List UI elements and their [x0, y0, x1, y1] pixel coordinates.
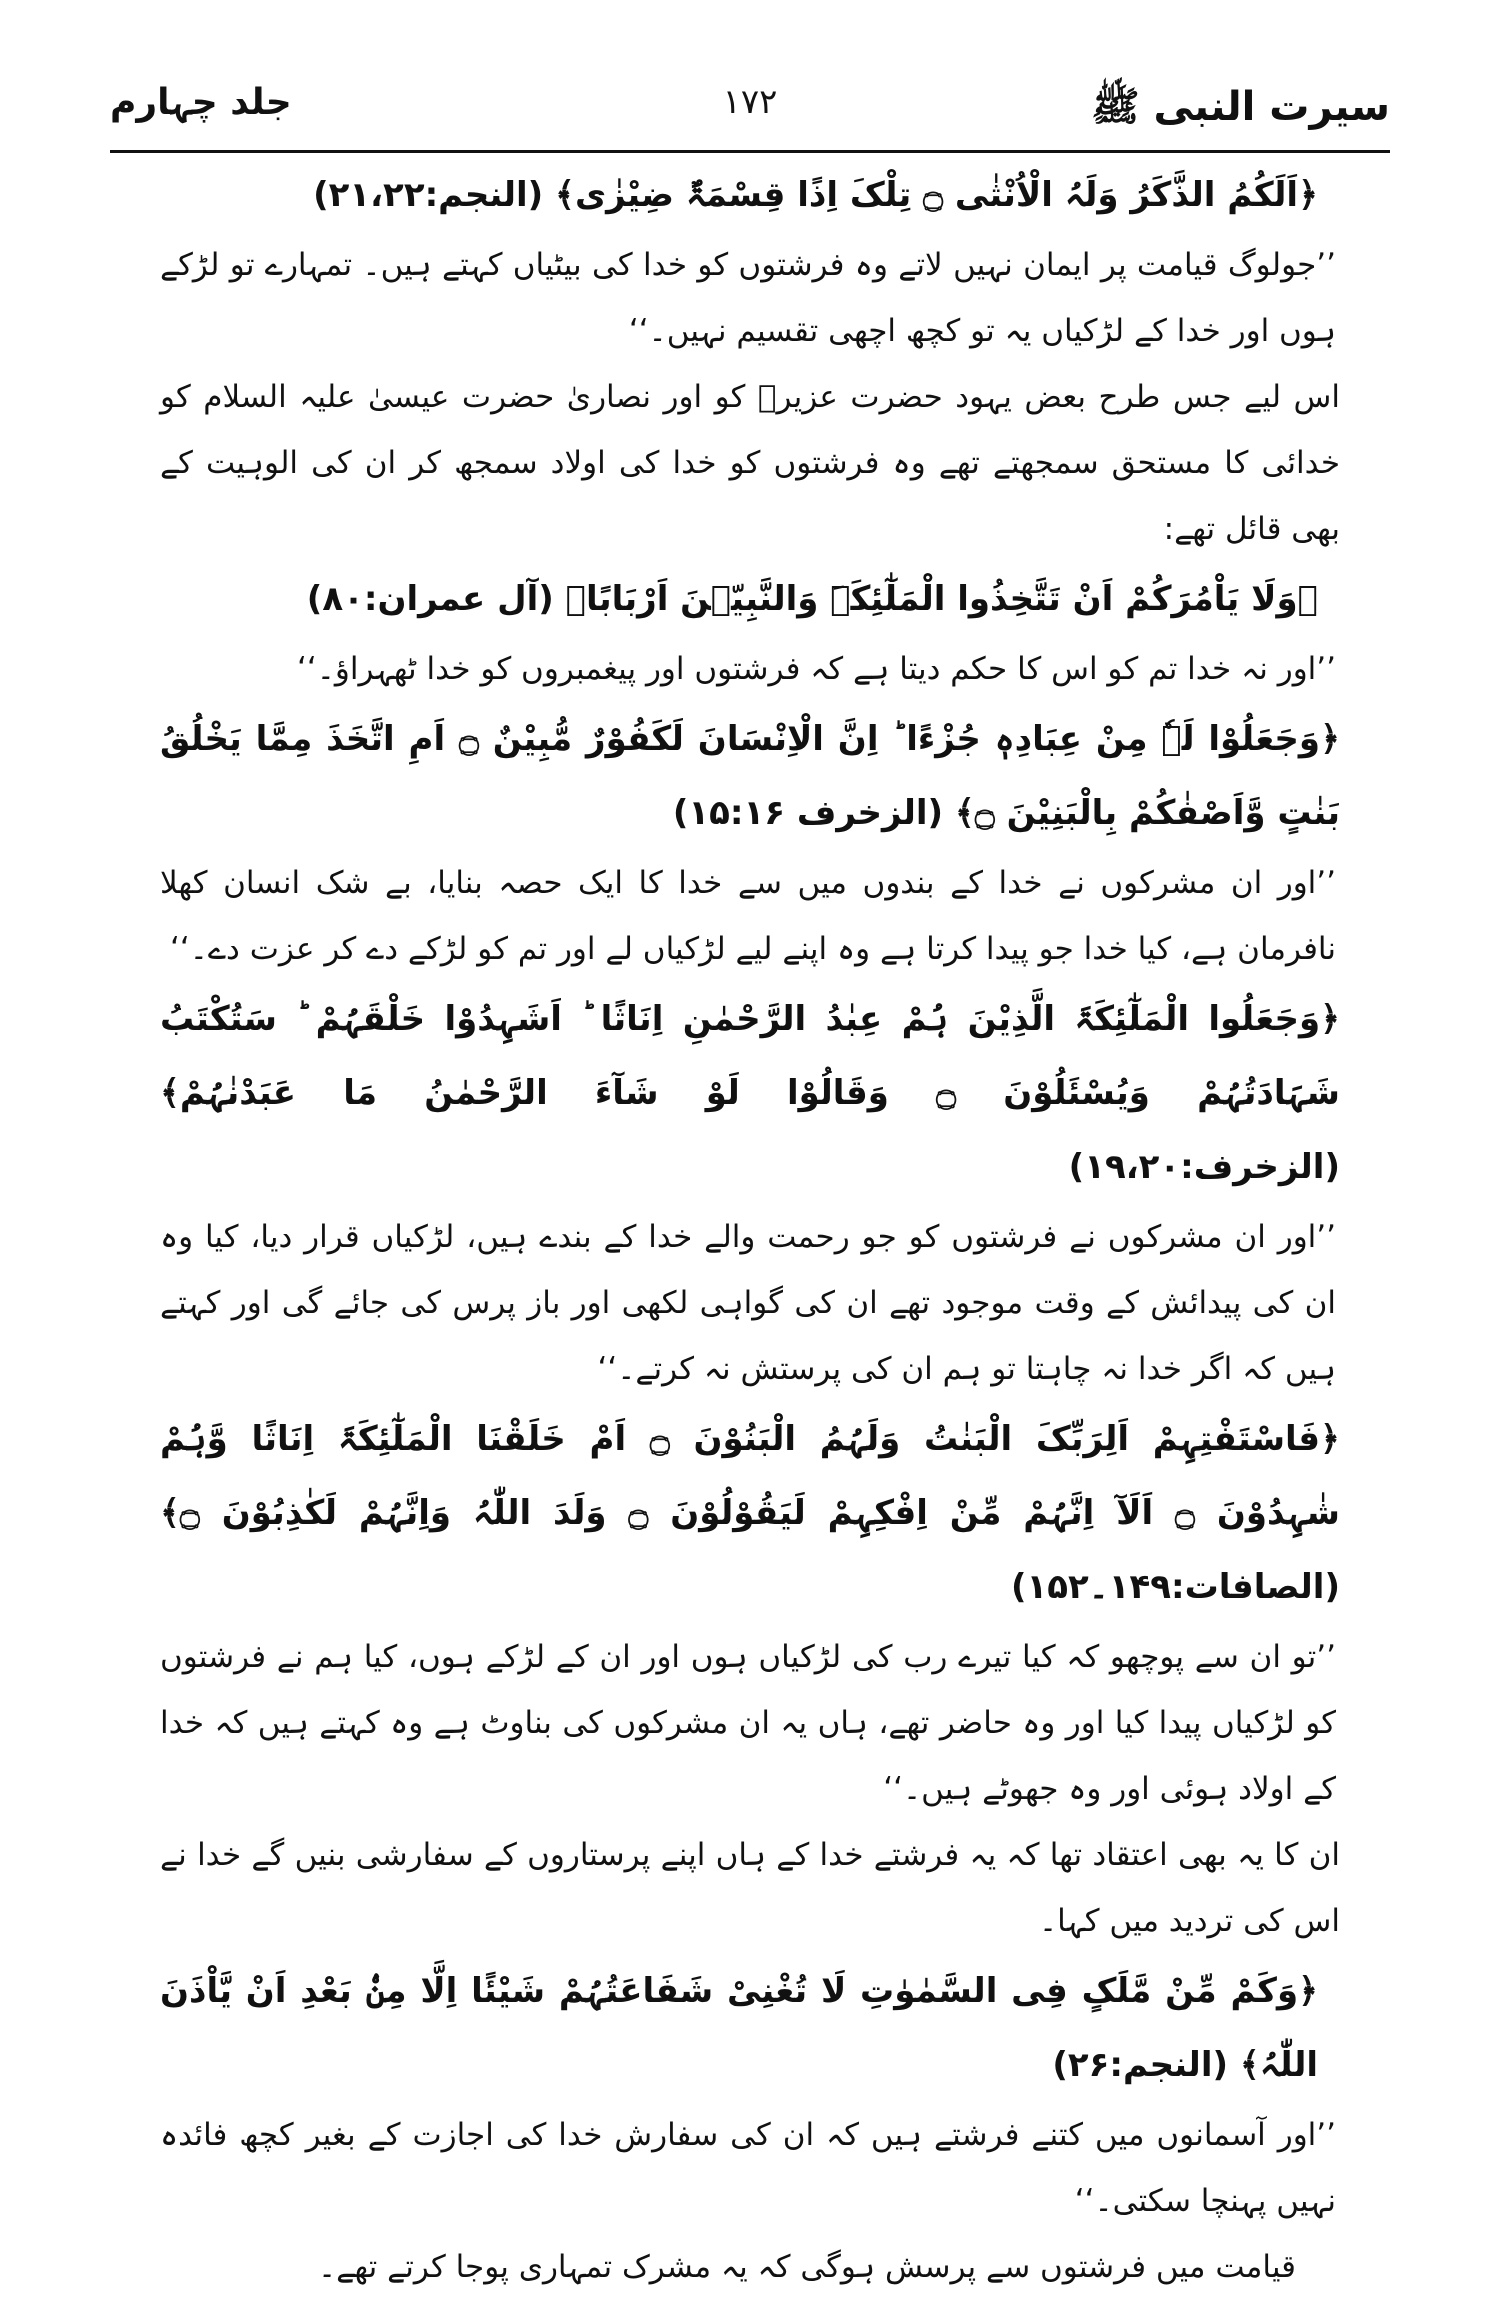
urdu-translation: ’’اور ان مشرکوں نے فرشتوں کو جو رحمت والے خدا کے بندے ہیں، لڑکیاں قرار دیا، کیا وہ ان کی پیدائش کے وقت موجود تھے ان کی گواہی لکھی اور باز پرس کی جائے گی اور کہتے ہیں کہ اگر خدا نہ چاہتا تو ہم ان کی پرستش نہ کرتے۔‘‘ [160, 1219, 1336, 1387]
page-header [110, 82, 1390, 142]
book-title: سیرت النبی ﷺ [1091, 84, 1390, 130]
volume-label: جلد چہارم [110, 82, 292, 123]
quran-verse: ﴿وَجَعَلُوْا لَہٗ مِنْ عِبَادِہٖ جُزْءًا ؕ اِنَّ الْاِنْسَانَ لَکَفُوْرٌ مُّبِیْنٌ ۝ اَمِ اتَّخَذَ مِمَّا یَخْلُقُ بَنٰتٍ وَّاَصْفٰکُمْ بِالْبَنِیْنَ ۝﴾ (الزخرف ۱۵:۱۶) [160, 719, 1340, 833]
quran-verse: ﴿اَلَکُمُ الذَّکَرُ وَلَہُ الْاُنْثٰی ۝ تِلْکَ اِذًا قِسْمَۃٌ ضِیْزٰی﴾ (النجم:۲۱،۲۲) [313, 175, 1318, 215]
page-body [160, 158, 1340, 2300]
urdu-translation: ’’اور ان مشرکوں نے خدا کے بندوں میں سے خدا کا ایک حصہ بنایا، بے شک انسان کھلا نافرمان ہے، کیا خدا جو پیدا کرتا ہے وہ اپنے لیے لڑکیاں لے اور تم کو لڑکے دے کر عزت دے۔‘‘ [160, 865, 1336, 967]
page-number: ۱۷۲ [722, 82, 778, 122]
urdu-translation: ’’اور نہ خدا تم کو اس کا حکم دیتا ہے کہ فرشتوں اور پیغمبروں کو خدا ٹھہراؤ۔‘‘ [297, 651, 1336, 687]
quran-verse: ﴿فَاسْتَفْتِہِمْ اَلِرَبِّکَ الْبَنٰتُ وَلَہُمُ الْبَنُوْنَ ۝ اَمْ خَلَقْنَا الْمَلٰٓئِکَۃَ اِنَاثًا وَّہُمْ شٰہِدُوْنَ ۝ اَلَآ اِنَّہُمْ مِّنْ اِفْکِہِمْ لَیَقُوْلُوْنَ ۝ وَلَدَ اللّٰہُ وَاِنَّہُمْ لَکٰذِبُوْنَ ۝﴾ (الصافات:۱۴۹۔۱۵۲) [160, 1419, 1340, 1607]
urdu-translation: ’’جولوگ قیامت پر ایمان نہیں لاتے وہ فرشتوں کو خدا کی بیٹیاں کہتے ہیں۔ تمہارے تو لڑکے ہوں اور خدا کے لڑکیاں یہ تو کچھ اچھی تقسیم نہیں۔‘‘ [160, 247, 1336, 349]
quran-verse: ﴿وَکَمْ مِّنْ مَّلَکٍ فِی السَّمٰوٰتِ لَا تُغْنِیْ شَفَاعَتُہُمْ شَیْئًا اِلَّا مِنْۢ بَعْدِ اَنْ یَّاْذَنَ اللّٰہُ﴾ (النجم:۲۶) [160, 1971, 1318, 2085]
header-divider [110, 150, 1390, 153]
body-paragraph: ان کا یہ بھی اعتقاد تھا کہ یہ فرشتے خدا کے ہاں اپنے پرستاروں کے سفارشی بنیں گے خدا نے اس کی تردید میں کہا۔ [160, 1837, 1340, 1939]
body-paragraph: اس لیے جس طرح بعض یہود حضرت عزیرؑ کو اور نصاریٰ حضرت عیسیٰ علیہ السلام کو خدائی کا مستحق سمجھتے تھے وہ فرشتوں کو خدا کی اولاد سمجھ کر ان کی الوہیت کے بھی قائل تھے: [160, 379, 1340, 547]
quran-verse: ﴿وَلَا یَاْمُرَکُمْ اَنْ تَتَّخِذُوا الْمَلٰٓئِکَۃَ وَالنَّبِیّٖنَ اَرْبَابًا﴾ (آل عمران:۸۰) [306, 579, 1318, 619]
urdu-translation: ’’اور آسمانوں میں کتنے فرشتے ہیں کہ ان کی سفارش خدا کی اجازت کے بغیر کچھ فائدہ نہیں پہنچا سکتی۔‘‘ [160, 2117, 1336, 2219]
urdu-translation: ’’تو ان سے پوچھو کہ کیا تیرے رب کی لڑکیاں ہوں اور ان کے لڑکے ہوں، کیا ہم نے فرشتوں کو لڑکیاں پیدا کیا اور وہ حاضر تھے، ہاں یہ ان مشرکوں کی بناوٹ ہے وہ کہتے ہیں کہ خدا کے اولاد ہوئی اور وہ جھوٹے ہیں۔‘‘ [160, 1639, 1336, 1807]
body-paragraph: قیامت میں فرشتوں سے پرسش ہوگی کہ یہ مشرک تمہاری پوجا کرتے تھے۔ [317, 2249, 1296, 2285]
quran-verse: ﴿وَجَعَلُوا الْمَلٰٓئِکَۃَ الَّذِیْنَ ہُمْ عِبٰدُ الرَّحْمٰنِ اِنَاثًا ؕ اَشَہِدُوْا خَلْقَہُمْ ؕ سَتُکْتَبُ شَہَادَتُہُمْ وَیُسْئَلُوْنَ ۝ وَقَالُوْا لَوْ شَآءَ الرَّحْمٰنُ مَا عَبَدْنٰہُمْ﴾ (الزخرف:۱۹،۲۰) [160, 999, 1340, 1187]
